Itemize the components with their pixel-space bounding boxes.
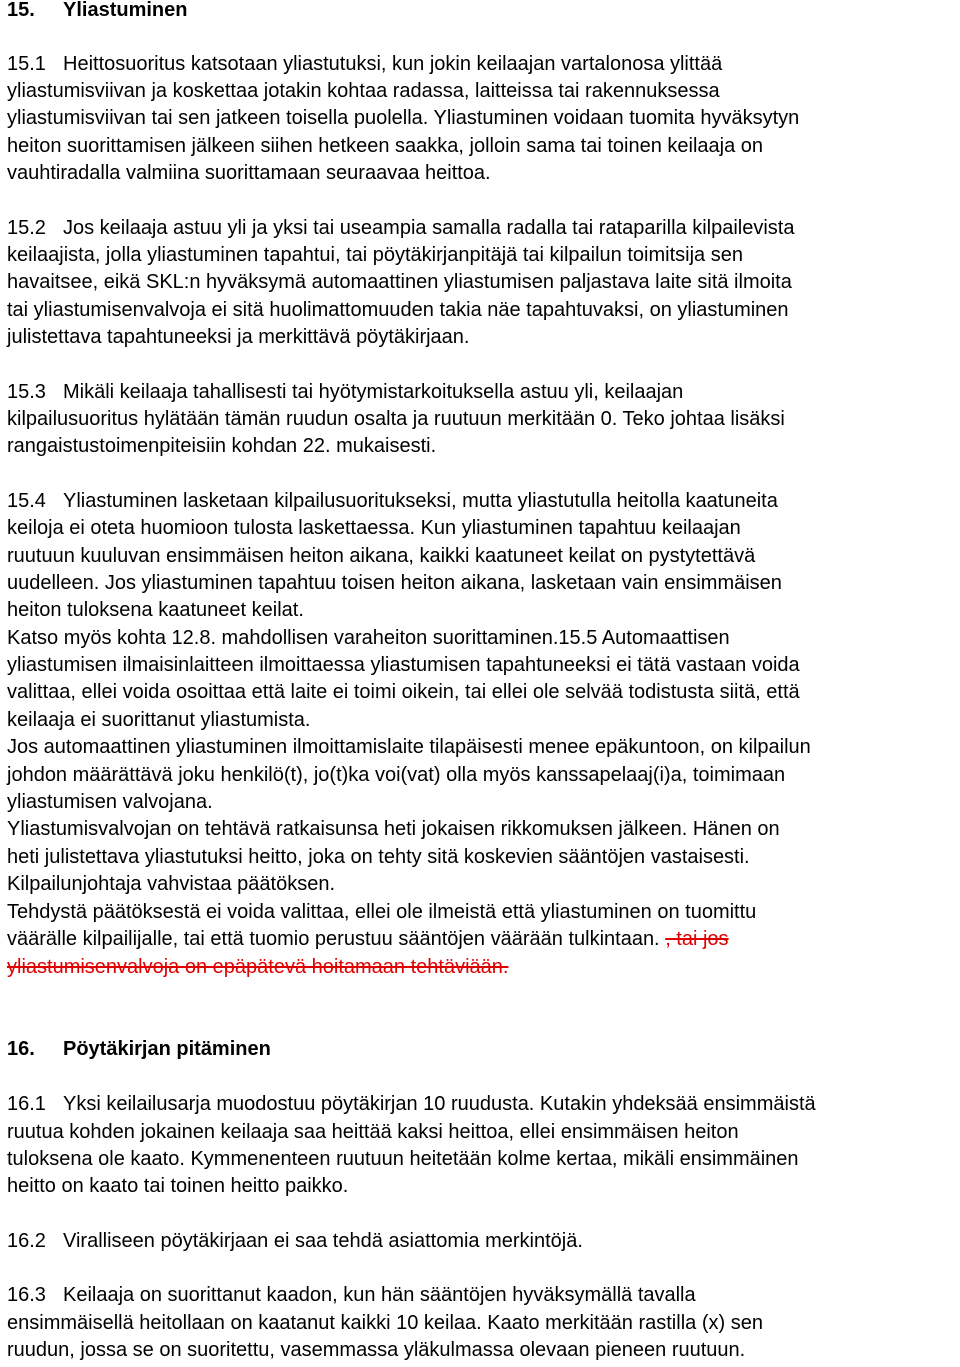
section-16-heading [7, 1035, 271, 1063]
paragraph-15-4-line: Katso myös kohta 12.8. mahdollisen varaheiton suorittaminen.15.5 Automaattisen [7, 627, 730, 649]
paragraph-15-2-text: Jos keilaaja astuu yli ja yksi tai useampia samalla radalla tai rataparilla kilpailevista [63, 217, 795, 239]
paragraph-15-3-line: kilpailusuoritus hylätään tämän ruudun osalta ja ruutuun merkitään 0. Teko johtaa lisäksi [7, 408, 785, 430]
paragraph-15-1-line: yliastumisviivan tai sen jatkeen toisella puolella. Yliastuminen voidaan tuomita hyväksytyn [7, 107, 800, 129]
paragraph-15-1-number: 15.1 [7, 53, 46, 75]
paragraph-15-1-line: yliastumisviivan ja koskettaa jotakin kohtaa radassa, laitteissa tai rakennuksessa [7, 80, 720, 102]
section-15-title: Yliastuminen [63, 0, 188, 21]
paragraph-16-1-line: tuloksena ole kaato. Kymmenenteen ruutuun heitetään kolme kertaa, mikäli ensimmäinen [7, 1148, 799, 1170]
paragraph-15-4-text: Yliastuminen lasketaan kilpailusuoritukseksi, mutta yliastutulla heitolla kaatuneita [63, 490, 778, 512]
paragraph-15-4-line: heiton tuloksena kaatuneet keilat. [7, 599, 304, 621]
paragraph-16-3-line [7, 1281, 696, 1309]
paragraph-15-2-line: julistettava tapahtuneeksi ja merkittävä pöytäkirjaan. [7, 326, 470, 348]
deleted-text: , tai jos [665, 928, 729, 950]
paragraph-16-1-number: 16.1 [7, 1093, 46, 1115]
paragraph-15-4-line [7, 487, 778, 515]
paragraph-16-1-line: ruutua kohden jokainen keilaaja saa heittää kaksi heittoa, ellei ensimmäisen heiton [7, 1121, 739, 1143]
paragraph-15-1-text: Heittosuoritus katsotaan yliastutuksi, kun jokin keilaajan vartalonosa ylittää [63, 53, 723, 75]
paragraph-16-1-line [7, 1090, 816, 1118]
paragraph-15-1-line [7, 50, 722, 78]
paragraph-15-3-text: Mikäli keilaaja tahallisesti tai hyötymistarkoituksella astuu yli, keilaajan [63, 381, 684, 403]
paragraph-16-2-text: Viralliseen pöytäkirjaan ei saa tehdä asiattomia merkintöjä. [63, 1230, 583, 1252]
paragraph-15-4-line: Yliastumisvalvojan on tehtävä ratkaisunsa heti jokaisen rikkomuksen jälkeen. Hänen on [7, 818, 780, 840]
paragraph-15-2-line: tai yliastumisenvalvoja ei sitä huolimattomuuden takia näe tapahtuvaksi, on yliastuminen [7, 299, 789, 321]
paragraph-15-4-line: keiloja ei oteta huomioon tulosta laskettaessa. Kun yliastuminen tapahtuu keilaajan [7, 517, 741, 539]
paragraph-15-1-line: vauhtiradalla valmiina suorittamaan seuraavaa heittoa. [7, 162, 491, 184]
paragraph-15-2-line [7, 214, 794, 242]
paragraph-15-2-number: 15.2 [7, 217, 46, 239]
paragraph-16-1-text: Yksi keilailusarja muodostuu pöytäkirjan 10 ruudusta. Kutakin yhdeksää ensimmäistä [63, 1093, 816, 1115]
paragraph-15-4-text: väärälle kilpailijalle, tai että tuomio perustuu sääntöjen väärään tulkintaan. [7, 928, 660, 950]
paragraph-16-3-number: 16.3 [7, 1284, 46, 1306]
paragraph-15-4-line: Kilpailunjohtaja vahvistaa päätöksen. [7, 873, 335, 895]
paragraph-15-3-number: 15.3 [7, 381, 46, 403]
paragraph-16-3-text: Keilaaja on suorittanut kaadon, kun hän sääntöjen hyväksymällä tavalla [63, 1284, 696, 1306]
paragraph-16-2-line [7, 1227, 583, 1255]
paragraph-15-4-line: valittaa, ellei voida osoittaa että laite ei toimi oikein, tai ellei ole selvää todistusta siitä, että [7, 681, 800, 703]
paragraph-15-4-line: keilaaja ei suorittanut yliastumista. [7, 709, 311, 731]
paragraph-15-4-line: ruutuun kuuluvan ensimmäisen heiton aikana, kaikki kaatuneet keilat on pystytettävä [7, 545, 756, 567]
deleted-text: yliastumisenvalvoja on epäpätevä hoitamaan tehtäviään. [7, 956, 509, 978]
section-15-heading [7, 0, 187, 24]
paragraph-16-2-number: 16.2 [7, 1230, 46, 1252]
paragraph-15-4-line: Tehdystä päätöksestä ei voida valittaa, ellei ole ilmeistä että yliastuminen on tuomittu [7, 901, 757, 923]
paragraph-15-4-line: Jos automaattinen yliastuminen ilmoittamislaite tilapäisesti menee epäkuntoon, on kilpailun [7, 736, 811, 758]
paragraph-15-4-number: 15.4 [7, 490, 46, 512]
paragraph-15-1-line: heiton suorittamisen jälkeen siihen hetkeen saakka, jolloin sama tai toinen keilaaja on [7, 135, 764, 157]
paragraph-15-4-line: heti julistettava yliastutuksi heitto, joka on tehty sitä koskevien sääntöjen vastaisesti. [7, 846, 750, 868]
paragraph-15-4-line [7, 925, 729, 953]
paragraph-15-4-line: yliastumisen ilmaisinlaitteen ilmoittaessa yliastumisen tapahtuneeksi ei tätä vastaan voida [7, 654, 800, 676]
section-16-number: 16. [7, 1038, 35, 1060]
section-16-title: Pöytäkirjan pitäminen [63, 1038, 271, 1060]
paragraph-16-1-line: heitto on kaato tai toinen heitto paikko. [7, 1175, 349, 1197]
paragraph-16-3-line: ruudun, jossa se on suoritettu, vasemmassa yläkulmassa olevaan pieneen ruutuun. [7, 1339, 746, 1361]
paragraph-15-4-line: uudelleen. Jos yliastuminen tapahtuu toisen heiton aikana, lasketaan vain ensimmäisen [7, 572, 782, 594]
paragraph-15-2-line: havaitsee, eikä SKL:n hyväksymä automaattinen yliastumisen paljastava laite sitä ilmoita [7, 271, 792, 293]
paragraph-16-3-line: ensimmäisellä heitollaan on kaatanut kaikki 10 keilaa. Kaato merkitään rastilla (x) sen [7, 1312, 763, 1334]
paragraph-15-2-line: keilaajista, jolla yliastuminen tapahtui, tai pöytäkirjanpitäjä tai kilpailun toimitsija sen [7, 244, 743, 266]
paragraph-15-3-line [7, 378, 683, 406]
paragraph-15-4-line: yliastumisen valvojana. [7, 791, 213, 813]
paragraph-15-3-line: rangaistustoimenpiteisiin kohdan 22. mukaisesti. [7, 435, 437, 457]
paragraph-15-4-line: johdon määrättävä joku henkilö(t), jo(t)ka voi(vat) olla myös kanssapelaaj(i)a, toimimaan [7, 764, 786, 786]
section-15-number: 15. [7, 0, 35, 21]
